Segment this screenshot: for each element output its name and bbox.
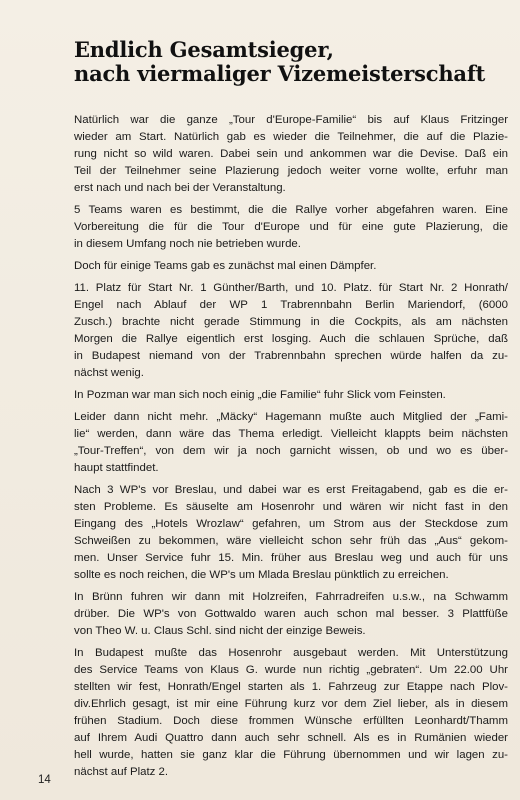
text-line: Engel nach Ablauf der WP 1 Trabrennbahn Berlin Mariendorf, (6000 xyxy=(74,299,508,311)
text-line: Teil der Teilnehmer seine Plazierung jedoch weiter vorne wollte, erfuhr man xyxy=(74,165,508,177)
text-line: Zusch.) brachte nicht gerade Stimmung in die Cockpits, als am nächsten xyxy=(74,316,508,328)
title-line: Endlich Gesamtsieger, xyxy=(74,37,334,62)
text-line: Eingang des „Hotels Wrozlaw“ gefahren, um Strom aus der Steckdose zum xyxy=(74,518,508,530)
text-line: div.Ehrlich gesagt, ist mir eine Führung kurz vor dem Ziel lieber, als in diesem xyxy=(74,698,508,710)
paragraph xyxy=(74,482,508,584)
text-line: Vorbereitung die für die Tour d'Europe und für eine gute Plazierung, die xyxy=(74,221,508,233)
paragraph xyxy=(74,258,508,275)
page-number: 14 xyxy=(38,774,51,786)
text-line: haupt stattfindet. xyxy=(74,462,159,474)
text-line: men. Unser Service fuhr 15. Min. früher aus Breslau weg und auch für uns xyxy=(74,552,508,564)
text-line: rung nicht so wild waren. Dabei sein und ankommen war die Devise. Daß ein xyxy=(74,148,508,160)
text-line: sten Probleme. Es säuselte am Hosenrohr und wären wir nicht fast in den xyxy=(74,501,508,513)
text-line: in Budapest niemand von der Trabrennbahn sprechen würde halfen da zu- xyxy=(74,350,508,362)
text-line: von Theo W. u. Claus Schl. sind nicht der einzige Beweis. xyxy=(74,625,366,637)
text-line: nächst auf Platz 2. xyxy=(74,766,169,778)
text-line: Leider dann nicht mehr. „Mäcky“ Hagemann mußte auch Mitglied der „Fami- xyxy=(74,411,508,423)
text-line: In Budapest mußte das Hosenrohr ausgebaut werden. Mit Unterstützung xyxy=(74,647,508,659)
paragraph xyxy=(74,409,508,477)
text-line: Doch für einige Teams gab es zunächst mal einen Dämpfer. xyxy=(74,260,377,272)
paragraph xyxy=(74,387,508,404)
text-line: hell wurde, hatten sie ganz klar die Führung übernommen und wir lagen zu- xyxy=(74,749,508,761)
text-line: drüber. Die WP's von Gottwaldo waren auch schon mal besser. 3 Plattfüße xyxy=(74,608,508,620)
text-line: frühen Stadium. Doch diese frommen Wünsche erfüllten Leonhardt/Thamm xyxy=(74,715,508,727)
text-line: 11. Platz für Start Nr. 1 Günther/Barth, und 10. Platz. für Start Nr. 2 Honrath/ xyxy=(74,282,508,294)
text-line: stellten wir fest, Honrath/Engel starten als 1. Fahrzeug zur Etappe nach Plov- xyxy=(74,681,508,693)
paragraph xyxy=(74,112,508,197)
paragraph xyxy=(74,280,508,382)
text-line: nächst wenig. xyxy=(74,367,144,379)
text-line: Nach 3 WP's vor Breslau, und dabei war es erst Freitagabend, gab es die er- xyxy=(74,484,508,496)
text-line: Morgen die Rallye eigentlich erst losging. Auch die schlauen Sprüche, daß xyxy=(74,333,508,345)
text-line: auf Ihrem Audi Quattro dann auch sehr schnell. Als es in Rumänien wieder xyxy=(74,732,508,744)
text-line: sollte es noch reichen, die WP's um Mlada Breslau pünktlich zu erreichen. xyxy=(74,569,449,581)
text-line: erst nach und nach bei der Veranstaltung. xyxy=(74,182,286,194)
page-title xyxy=(74,38,494,86)
text-line: des Service Teams von Klaus G. wurde nun richtig „gebraten“. Um 22.00 Uhr xyxy=(74,664,508,676)
paragraph xyxy=(74,202,508,253)
text-line: Schweißen zu bekommen, wäre vielleicht schon sehr früh das „Aus“ gekom- xyxy=(74,535,508,547)
text-line: in diesem Umfang noch nie betrieben wurde. xyxy=(74,238,301,250)
article-body xyxy=(74,112,508,786)
text-line: 5 Teams waren es bestimmt, die die Rallye vorher abgefahren waren. Eine xyxy=(74,204,508,216)
text-line: In Brünn fuhren wir dann mit Holzreifen, Fahrradreifen u.s.w., na Schwamm xyxy=(74,591,508,603)
title-line: nach viermaliger Vizemeisterschaft xyxy=(74,61,486,86)
text-line: wieder am Start. Natürlich gab es wieder die Teilnehmer, die auf die Plazie- xyxy=(74,131,508,143)
text-line: lie“ werden, dann wäre das Thema erledigt. Vielleicht klappts beim nächsten xyxy=(74,428,508,440)
paragraph xyxy=(74,645,508,781)
text-line: „Tour-Treffen“, von dem wir ja noch garnicht wissen, ob und wo es über- xyxy=(74,445,508,457)
paragraph xyxy=(74,589,508,640)
text-line: In Pozman war man sich noch einig „die Familie“ fuhr Slick vom Feinsten. xyxy=(74,389,446,401)
text-line: Natürlich war die ganze „Tour d'Europe-Familie“ bis auf Klaus Fritzinger xyxy=(74,114,508,126)
